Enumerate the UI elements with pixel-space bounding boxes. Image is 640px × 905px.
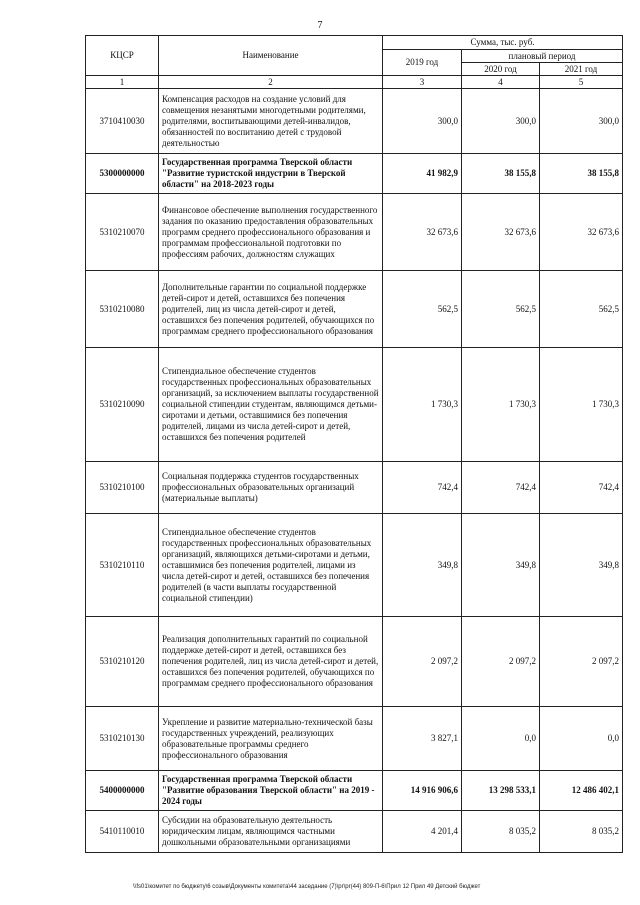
header-name: Наименование	[159, 36, 383, 76]
row-name: Социальная поддержка студентов государственных профессиональных образовательных организаций (материальные выплаты)	[159, 462, 383, 514]
row-code: 3710410030	[86, 89, 159, 154]
row-value-2020: 1 730,3	[462, 348, 540, 462]
row-value-2020: 38 155,8	[462, 154, 540, 194]
header-amount: Сумма, тыс. руб.	[383, 36, 623, 50]
row-code: 5300000000	[86, 154, 159, 194]
row-name: Государственная программа Тверской области "Развитие образования Тверской области" на 2019 - 2024 годы	[159, 771, 383, 811]
row-code: 5310210080	[86, 271, 159, 348]
table-row	[86, 617, 623, 707]
row-code: 5310210130	[86, 707, 159, 771]
row-value-2021: 300,0	[540, 89, 623, 154]
row-value-2021: 349,8	[540, 514, 623, 617]
row-value-2019: 349,8	[383, 514, 462, 617]
row-code: 5310210070	[86, 194, 159, 271]
table-row	[86, 154, 623, 194]
header-2019: 2019 год	[383, 50, 462, 76]
row-value-2019: 41 982,9	[383, 154, 462, 194]
table-row	[86, 89, 623, 154]
row-value-2021: 1 730,3	[540, 348, 623, 462]
table-row	[86, 271, 623, 348]
row-code: 5310210110	[86, 514, 159, 617]
row-name: Стипендиальное обеспечение студентов государственных профессиональных образовательных организаций, являющихся детьми-сиротами и детьми, оставшимися без попечения родителей, лицами из числа детей-сирот и детей, оставшихся без попечения родителей (в части выплаты государственной социальной стипендии)	[159, 514, 383, 617]
col-number-1: 1	[86, 76, 159, 89]
row-value-2020: 2 097,2	[462, 617, 540, 707]
row-name: Финансовое обеспечение выполнения государственного задания по оказанию предоставления образовательных программ среднего профессионального образования и программам профессиональной подготовки по профессиям рабочих, должностям служащих	[159, 194, 383, 271]
header-kcsr: КЦСР	[86, 36, 159, 76]
row-value-2020: 300,0	[462, 89, 540, 154]
row-name: Государственная программа Тверской области "Развитие туристской индустрии в Тверской области" на 2018-2023 годы	[159, 154, 383, 194]
row-value-2020: 13 298 533,1	[462, 771, 540, 811]
header-planning: плановый период	[462, 50, 623, 63]
row-code: 5310210100	[86, 462, 159, 514]
row-value-2020: 349,8	[462, 514, 540, 617]
col-number-4: 4	[462, 76, 540, 89]
row-name: Укрепление и развитие материально-технической базы государственных учреждений, реализующих образовательные программы среднего профессионального образования	[159, 707, 383, 771]
col-number-2: 2	[159, 76, 383, 89]
budget-table	[85, 35, 623, 853]
row-value-2019: 300,0	[383, 89, 462, 154]
col-number-3: 3	[383, 76, 462, 89]
row-value-2019: 742,4	[383, 462, 462, 514]
header-2021: 2021 год	[540, 63, 623, 76]
table-row	[86, 348, 623, 462]
row-value-2021: 32 673,6	[540, 194, 623, 271]
table-row	[86, 514, 623, 617]
col-number-5: 5	[540, 76, 623, 89]
row-name: Дополнительные гарантии по социальной поддержке детей-сирот и детей, оставшихся без попечения родителей, лиц из числа детей-сирот и детей, оставшихся без попечения родителей, обучающихся по программам среднего профессионального образования	[159, 271, 383, 348]
row-name: Стипендиальное обеспечение студентов государственных профессиональных образовательных организаций, за исключением выплаты государственной социальной стипендии студентам, являющимся детьми-сиротами и детьми, оставшимися без попечения родителей, лицами из числа детей-сирот и детей, оставшихся без попечения родителей	[159, 348, 383, 462]
row-value-2019: 2 097,2	[383, 617, 462, 707]
row-value-2021: 0,0	[540, 707, 623, 771]
row-value-2020: 8 035,2	[462, 811, 540, 853]
table-row	[86, 707, 623, 771]
row-name: Компенсация расходов на создание условий для совмещения незанятыми многодетными родителями, родителями, воспитывающими детей-инвалидов, обязанностей по воспитанию детей с трудовой деятельностью	[159, 89, 383, 154]
page-number: 7	[317, 20, 323, 31]
row-code: 5410110010	[86, 811, 159, 853]
row-value-2020: 742,4	[462, 462, 540, 514]
row-value-2021: 12 486 402,1	[540, 771, 623, 811]
row-code: 5400000000	[86, 771, 159, 811]
row-code: 5310210120	[86, 617, 159, 707]
row-value-2019: 32 673,6	[383, 194, 462, 271]
table-row	[86, 771, 623, 811]
header-2020: 2020 год	[462, 63, 540, 76]
table-row	[86, 194, 623, 271]
row-name: Субсидии на образовательную деятельность юридическим лицам, являющимся частными дошкольными образовательными организациями	[159, 811, 383, 853]
row-value-2020: 32 673,6	[462, 194, 540, 271]
row-value-2019: 562,5	[383, 271, 462, 348]
row-value-2021: 38 155,8	[540, 154, 623, 194]
row-value-2019: 4 201,4	[383, 811, 462, 853]
row-value-2021: 8 035,2	[540, 811, 623, 853]
row-value-2021: 2 097,2	[540, 617, 623, 707]
row-value-2020: 562,5	[462, 271, 540, 348]
row-value-2019: 3 827,1	[383, 707, 462, 771]
file-path-footer: \\fs01\комитет по бюджету\6 созыв\Документы комитета\44 заседание (7)\pr\pr(44) 809-П-6\Прил 12 Прил 49 Детский бюджет	[133, 884, 481, 890]
table-row	[86, 462, 623, 514]
row-value-2021: 742,4	[540, 462, 623, 514]
table-row	[86, 811, 623, 853]
row-name: Реализация дополнительных гарантий по социальной поддержке детей-сирот и детей, оставшихся без попечения родителей, лиц из числа детей-сирот и детей, оставшихся без попечения родителей, обучающихся по программам среднего профессионального образования	[159, 617, 383, 707]
row-value-2020: 0,0	[462, 707, 540, 771]
row-value-2019: 1 730,3	[383, 348, 462, 462]
row-code: 5310210090	[86, 348, 159, 462]
row-value-2021: 562,5	[540, 271, 623, 348]
row-value-2019: 14 916 906,6	[383, 771, 462, 811]
